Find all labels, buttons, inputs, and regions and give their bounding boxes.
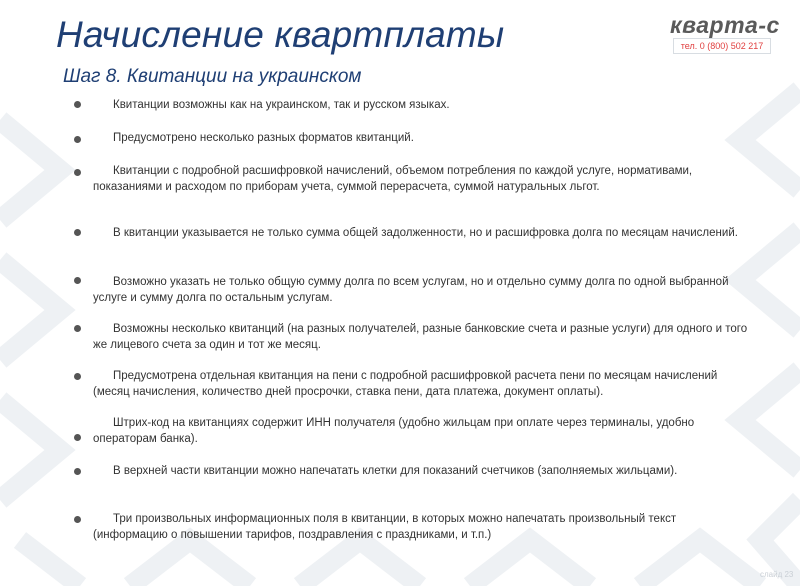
list-item-text: В верхней части квитанции можно напечатать клетки для показаний счетчиков (заполняемых жильцами). — [113, 465, 678, 477]
list-item-text: Возможны несколько квитанций (на разных получателей, разные банковские счета и разные услуги) для одного и того же лицевого счета за один и тот же месяц. — [93, 323, 748, 351]
bullet-icon — [74, 229, 81, 236]
brand-phone: тел. 0 (800) 502 217 — [673, 38, 771, 54]
bullet-icon — [74, 136, 81, 143]
list-item-text: Квитанции возможны как на украинском, так и русском языках. — [113, 99, 450, 111]
slide-number: слайд 23 — [760, 570, 794, 579]
list-item-text: В квитанции указывается не только сумма общей задолженности, но и расшифровка долга по месяцам начислений. — [113, 227, 738, 239]
list-item-text: Возможно указать не только общую сумму долга по всем услугам, но и отдельно сумму долга по одной выбранной услуге и сумму долга по остальным услугам. — [93, 276, 729, 304]
list-item-text: Предусмотрена отдельная квитанция на пени с подробной расшифровкой расчета пени по месяцам начислений (месяц начисления, количество дней просрочки, ставка пени, дата платежа, документ оплаты). — [93, 370, 718, 398]
bullet-icon — [74, 434, 81, 441]
bullet-icon — [74, 468, 81, 475]
bullet-icon — [74, 101, 81, 108]
bullet-icon — [74, 516, 81, 523]
brand-logo: кварта-с — [670, 12, 780, 38]
list-item-text: Квитанции с подробной расшифровкой начислений, объемом потребления по каждой услуге, нормативами, показаниями и расходом по приборам учета, суммой перерасчета, суммой натуральных льгот. — [93, 165, 693, 193]
bullet-icon — [74, 277, 81, 284]
page-title: Начисление квартплаты — [56, 14, 505, 55]
list-item-text: Предусмотрено несколько разных форматов квитанций. — [113, 132, 414, 144]
list-item-text: Штрих-код на квитанциях содержит ИНН получателя (удобно жильцам при оплате через терминалы, удобно операторам банка). — [93, 417, 695, 445]
page-subtitle: Шаг 8. Квитанции на украинском — [63, 66, 362, 87]
bullet-icon — [74, 169, 81, 176]
bullet-icon — [74, 373, 81, 380]
list-item-text: Три произвольных информационных поля в квитанции, в которых можно напечатать произвольный текст (информацию о повышении тарифов, поздравления с праздниками, и т.п.) — [93, 513, 677, 541]
bullet-icon — [74, 325, 81, 332]
